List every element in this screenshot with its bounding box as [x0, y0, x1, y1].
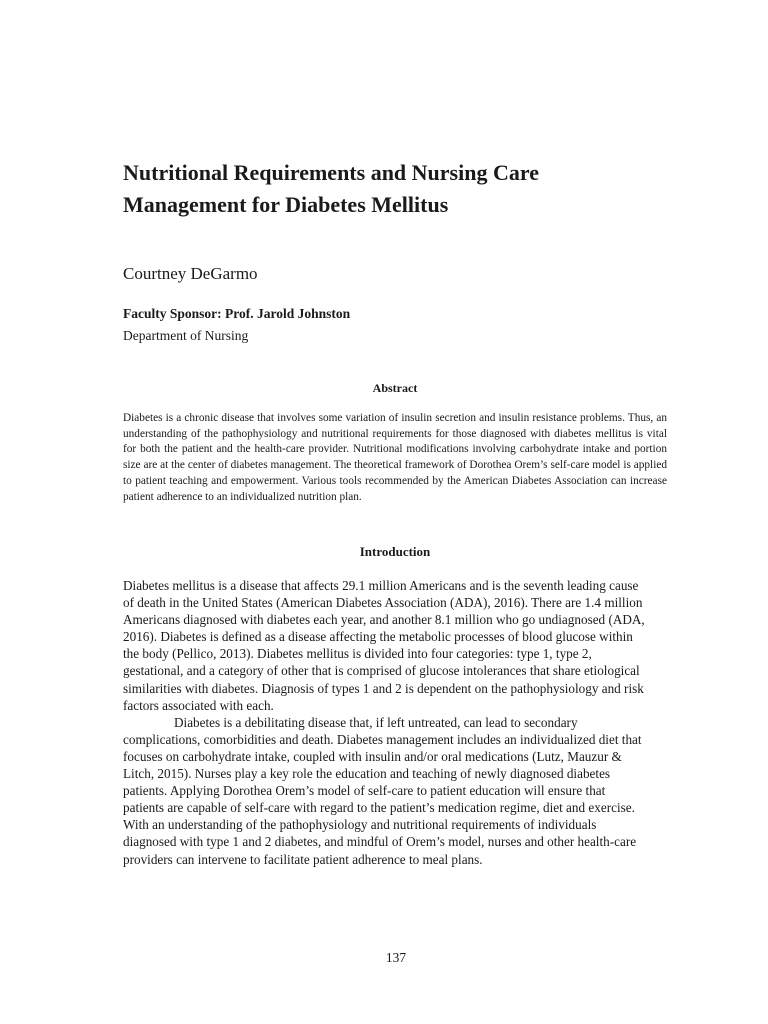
introduction-body	[123, 577, 645, 868]
department: Department of Nursing	[123, 328, 249, 343]
introduction-paragraph: Diabetes is a debilitating disease that, if left untreated, can lead to secondary complications, comorbidities and death. Diabetes management includes an individualized diet that focuses on carbohydrate intake, coupled with insulin and/or oral medications (Lutz, Mauzur & Litch, 2015). Nurses play a key role the education and teaching of newly diagnosed diabetes patients. Applying Dorothea Orem’s model of self-care to patient education will ensure that patients are capable of self-care with regard to the patient’s medication regime, diet and exercise. With an understanding of the pathophysiology and nutritional requirements of individuals diagnosed with type 1 and 2 diabetes, and mindful of Orem’s model, nurses and other health-care providers can intervene to facilitate patient adherence to meal plans.	[123, 714, 642, 867]
abstract-text: Diabetes is a chronic disease that involves some variation of insulin secretion and insulin resistance problems. Thus, an understanding of the pathophysiology and nutritional requirements for those diagnosed with diabetes mellitus is vital for both the patient and the health-care provider. Nutritional modifications involving carbohydrate intake and portion size are at the center of diabetes management. The theoretical framework of Dorothea Orem’s self-care model is applied to patient teaching and empowerment. Various tools recommended by the American Diabetes Association can increase patient adherence to an individualized nutrition plan.	[123, 412, 667, 503]
page-number: 137	[385, 950, 407, 965]
introduction-heading: Introduction	[359, 544, 431, 559]
introduction-paragraph: Diabetes mellitus is a disease that affects 29.1 million Americans and is the seventh leading cause of death in the United States (American Diabetes Association (ADA), 2016). There are 1.4 million Americans diagnosed with diabetes each year, and another 8.1 million who go undiagnosed (ADA, 2016). Diabetes is defined as a disease affecting the metabolic processes of blood glucose within the body (Pellico, 2013). Diabetes mellitus is divided into four categories: type 1, type 2, gestational, and a category of other that is comprised of glucose intolerances that share etiological similarities with diabetes. Diagnosis of types 1 and 2 is dependent on the pathophysiology and risk factors associated with each.	[123, 578, 645, 713]
faculty-sponsor: Faculty Sponsor: Prof. Jarold Johnston	[123, 306, 351, 321]
abstract-heading: Abstract	[372, 381, 418, 395]
author-name: Courtney DeGarmo	[123, 264, 258, 283]
paper-title: Nutritional Requirements and Nursing Care Management for Diabetes Mellitus	[123, 160, 539, 217]
